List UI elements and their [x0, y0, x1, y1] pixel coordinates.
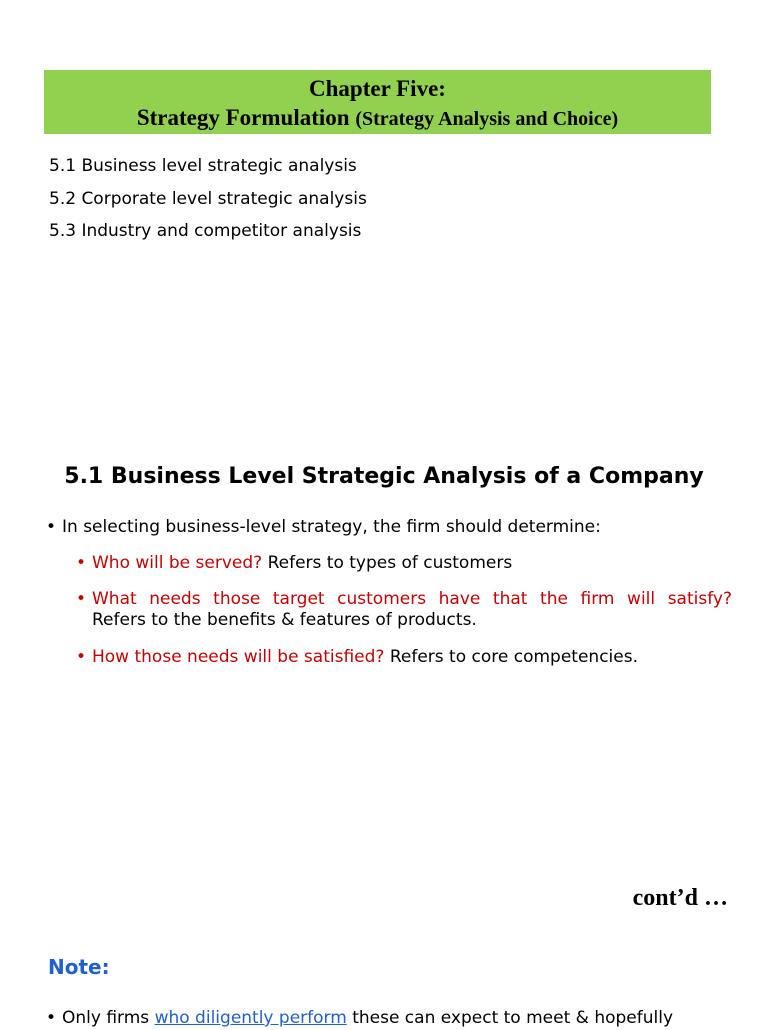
- answer-text: Refers to core competencies.: [389, 647, 638, 667]
- question-text: How those needs will be satisfied?: [92, 647, 385, 667]
- chapter-subtitle-paren: (Strategy Analysis and Choice): [355, 108, 619, 130]
- note-text-end: these can expect to meet & hopefully: [352, 1008, 674, 1028]
- section-heading: 5.1 Business Level Strategic Analysis of a Company: [64, 464, 704, 489]
- note-highlight-text: who diligently perform: [154, 1008, 347, 1028]
- sub-bullet-item: [76, 589, 732, 631]
- question-text: Who will be served?: [92, 553, 263, 573]
- sub-bullet-item: [76, 647, 732, 668]
- red-bullet-icon: •: [76, 647, 87, 667]
- chapter-title-banner: [44, 70, 711, 134]
- sub-bullet-item: [76, 553, 732, 574]
- red-bullet-icon: •: [76, 553, 87, 573]
- intro-bullet: [46, 514, 601, 540]
- note-text-start: Only firms: [62, 1008, 150, 1028]
- bullet-icon: •: [46, 1008, 57, 1028]
- table-of-contents: [49, 150, 367, 248]
- answer-text: Refers to types of customers: [267, 553, 513, 573]
- toc-item: 5.3 Industry and competitor analysis: [49, 221, 362, 241]
- answer-text: Refers to the benefits & features of products.: [92, 610, 477, 630]
- chapter-subtitle-main: Strategy Formulation: [136, 105, 350, 130]
- intro-text: In selecting business-level strategy, the firm should determine:: [62, 517, 601, 537]
- continued-label: cont’d …: [632, 885, 728, 911]
- toc-item: 5.2 Corporate level strategic analysis: [49, 188, 367, 209]
- toc-item: 5.1 Business level strategic analysis: [49, 156, 357, 176]
- question-text: What needs those target customers have that the firm will satisfy?: [92, 589, 732, 609]
- bullet-icon: •: [46, 517, 57, 537]
- note-label: Note:: [48, 955, 110, 979]
- note-bullet: [46, 1006, 673, 1030]
- red-bullet-icon: •: [76, 589, 87, 609]
- chapter-title: Chapter Five:: [309, 76, 446, 101]
- chapter-subtitle: [44, 105, 711, 132]
